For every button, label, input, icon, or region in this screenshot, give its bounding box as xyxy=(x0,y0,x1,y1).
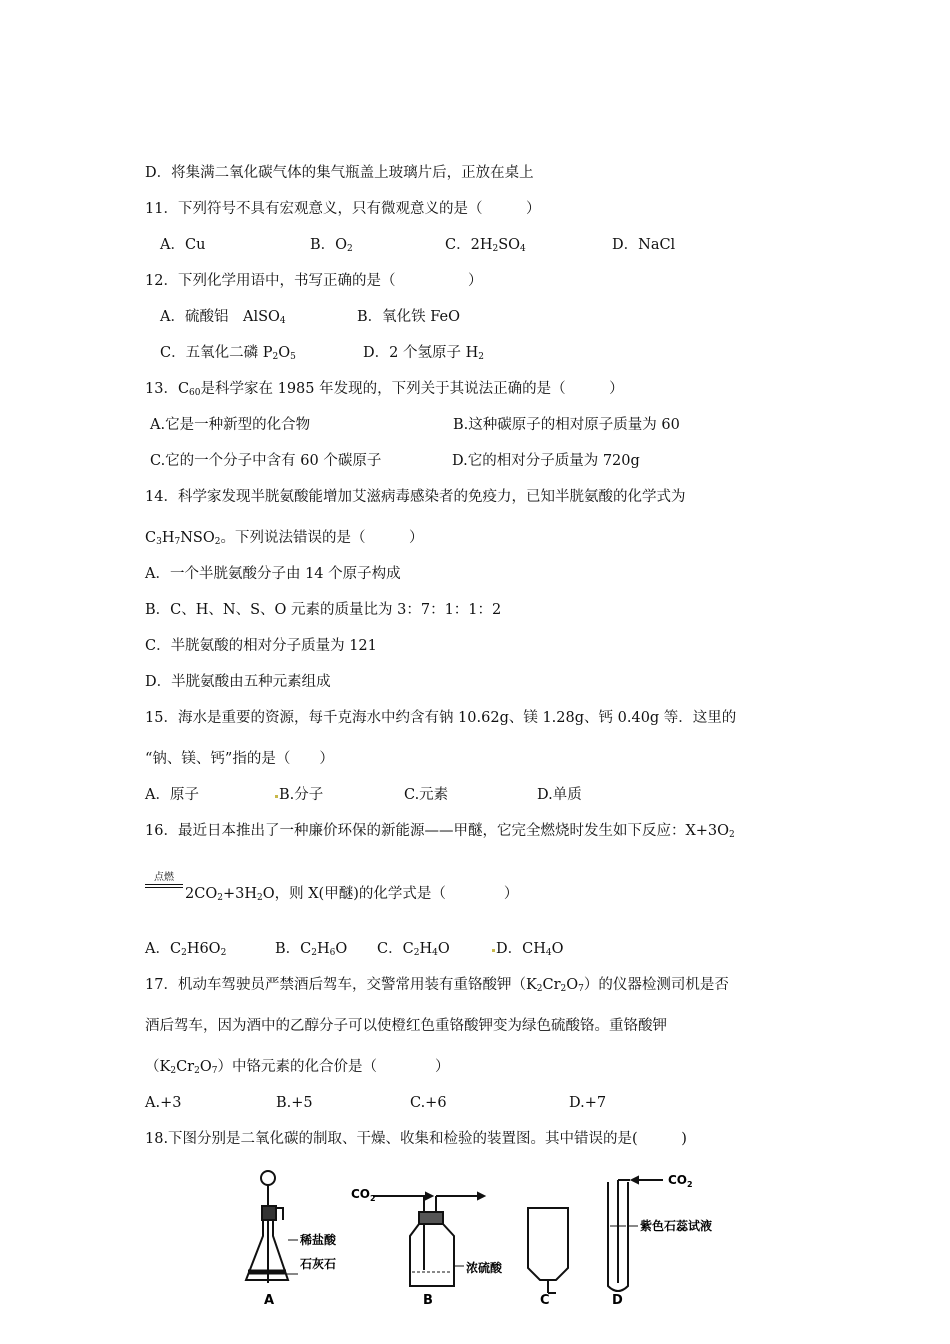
q14-option-d: D．半胱氨酸由五种元素组成 xyxy=(145,674,331,690)
q12-stem: 12．下列化学用语中，书写正确的是（ ） xyxy=(145,273,483,289)
co2-apparatus-figure xyxy=(238,1168,738,1308)
limestone-label: 石灰石 xyxy=(300,1257,337,1271)
q16-option-a: A．$C_2H6O_2$ xyxy=(145,941,227,958)
q11-option-c: C．$2H_2SO_4$ xyxy=(445,237,526,254)
q17-option-b: B.+5 xyxy=(276,1095,313,1111)
equals-line-top xyxy=(145,884,183,885)
sulfuric-acid-label: 浓硫酸 xyxy=(466,1261,503,1275)
q11-option-b: B．$O_2$ xyxy=(310,237,353,254)
q18-stem: 18.下图分别是二氧化碳的制取、干燥、收集和检验的装置图。其中错误的是( ) xyxy=(145,1131,687,1147)
q16-stem-line2: 点燃 $2CO_2+3H_2O$，则 X(甲醚)的化学式是（ ） xyxy=(145,885,518,903)
q12-option-d: D．2 个氢原子 $H_2$ xyxy=(363,345,484,362)
q15-option-d: D.单质 xyxy=(537,787,582,803)
q14-stem-line2: $C_3H_7NSO_2$。下列说法错误的是（ ） xyxy=(145,530,424,547)
q17-stem-line3: $(K_2Cr_2O_7)$中铬元素的化合价是（ ） xyxy=(145,1059,450,1076)
q15-stem-line1: 15．海水是重要的资源，每千克海水中约含有钠 10.62g、镁 1.28g、钙 0.40g 等．这里的 xyxy=(145,710,737,726)
q16-option-b: B．$C_2H_6O$ xyxy=(275,941,348,958)
q13-option-d: D.它的相对分子质量为 720g xyxy=(452,453,640,469)
label-d: D xyxy=(612,1293,623,1308)
q14-stem-line1: 14．科学家发现半胱氨酸能增加艾滋病毒感染者的免疫力，已知半胱氨酸的化学式为 xyxy=(145,489,686,505)
q13-stem: 13．$C_{60}$是科学家在 1985 年发现的，下列关于其说法正确的是（ ） xyxy=(145,381,624,398)
q17-option-d: D.+7 xyxy=(569,1095,607,1111)
marker-dot xyxy=(275,795,278,798)
q15-option-c: C.元素 xyxy=(404,787,449,803)
co2-label-d: $CO_2$ xyxy=(668,1173,693,1189)
q12-option-a: A．硫酸铝 AlSO$_4$ xyxy=(160,309,286,326)
label-b: B xyxy=(423,1293,433,1308)
acid-label: 稀盐酸 xyxy=(300,1233,337,1247)
q13-option-c: C.它的一个分子中含有 60 个碳原子 xyxy=(150,453,382,469)
q12-option-b: B．氧化铁 FeO xyxy=(357,309,461,325)
co2-label-b: $CO_2$ xyxy=(351,1187,376,1203)
q16-option-d: D．$CH_4O$ xyxy=(492,940,564,958)
q15-option-b: B.分子 xyxy=(275,786,323,804)
q15-option-a: A．原子 xyxy=(145,787,199,803)
q11-option-d: D．NaCl xyxy=(612,237,676,253)
litmus-label: 紫色石蕊试液 xyxy=(640,1219,713,1233)
q17-option-a: A.+3 xyxy=(145,1095,182,1111)
q11-stem: 11．下列符号不具有宏观意义，只有微观意义的是（ ） xyxy=(145,201,541,217)
q13-option-b: B.这种碳原子的相对原子质量为 60 xyxy=(453,417,680,433)
q11-option-a: A．Cu xyxy=(160,237,206,253)
apparatus-c xyxy=(528,1208,568,1293)
label-a: A xyxy=(264,1293,275,1308)
q10-option-d: D．将集满二氧化碳气体的集气瓶盖上玻璃片后，正放在桌上 xyxy=(145,165,534,181)
q15-stem-line2: “钠、镁、钙”指的是（ ） xyxy=(145,751,334,767)
apparatus-d xyxy=(608,1177,663,1291)
q17-option-c: C.+6 xyxy=(410,1095,447,1111)
q14-option-b: B．C、H、N、S、O 元素的质量比为 3：7：1：1：2 xyxy=(145,602,502,618)
q17-stem-line1: 17．机动车驾驶员严禁酒后驾车，交警常用装有重铬酸钾$(K_2Cr_2O_7)$的仪器检测司机是否 xyxy=(145,977,729,994)
q16-stem-line1: 16．最近日本推出了一种廉价环保的新能源——甲醚，它完全燃烧时发生如下反应：$X+3O_2$ xyxy=(145,823,735,840)
q14-option-a: A．一个半胱氨酸分子由 14 个原子构成 xyxy=(145,566,401,582)
q12-option-c: C．五氧化二磷 $P_2O_5$ xyxy=(160,345,296,362)
ignite-condition: 点燃 xyxy=(154,872,174,883)
label-c: C xyxy=(540,1293,550,1308)
q16-option-c: C．$C_2H_4O$ xyxy=(377,941,450,958)
q17-stem-line2: 酒后驾车，因为酒中的乙醇分子可以使橙红色重铬酸钾变为绿色硫酸铬。重铬酸钾 xyxy=(145,1018,667,1034)
marker-dot xyxy=(492,949,495,952)
q13-option-a: A.它是一种新型的化合物 xyxy=(150,417,311,433)
q14-option-c: C．半胱氨酸的相对分子质量为 121 xyxy=(145,638,377,654)
apparatus-a xyxy=(246,1171,298,1283)
equals-line-bottom xyxy=(145,887,183,888)
